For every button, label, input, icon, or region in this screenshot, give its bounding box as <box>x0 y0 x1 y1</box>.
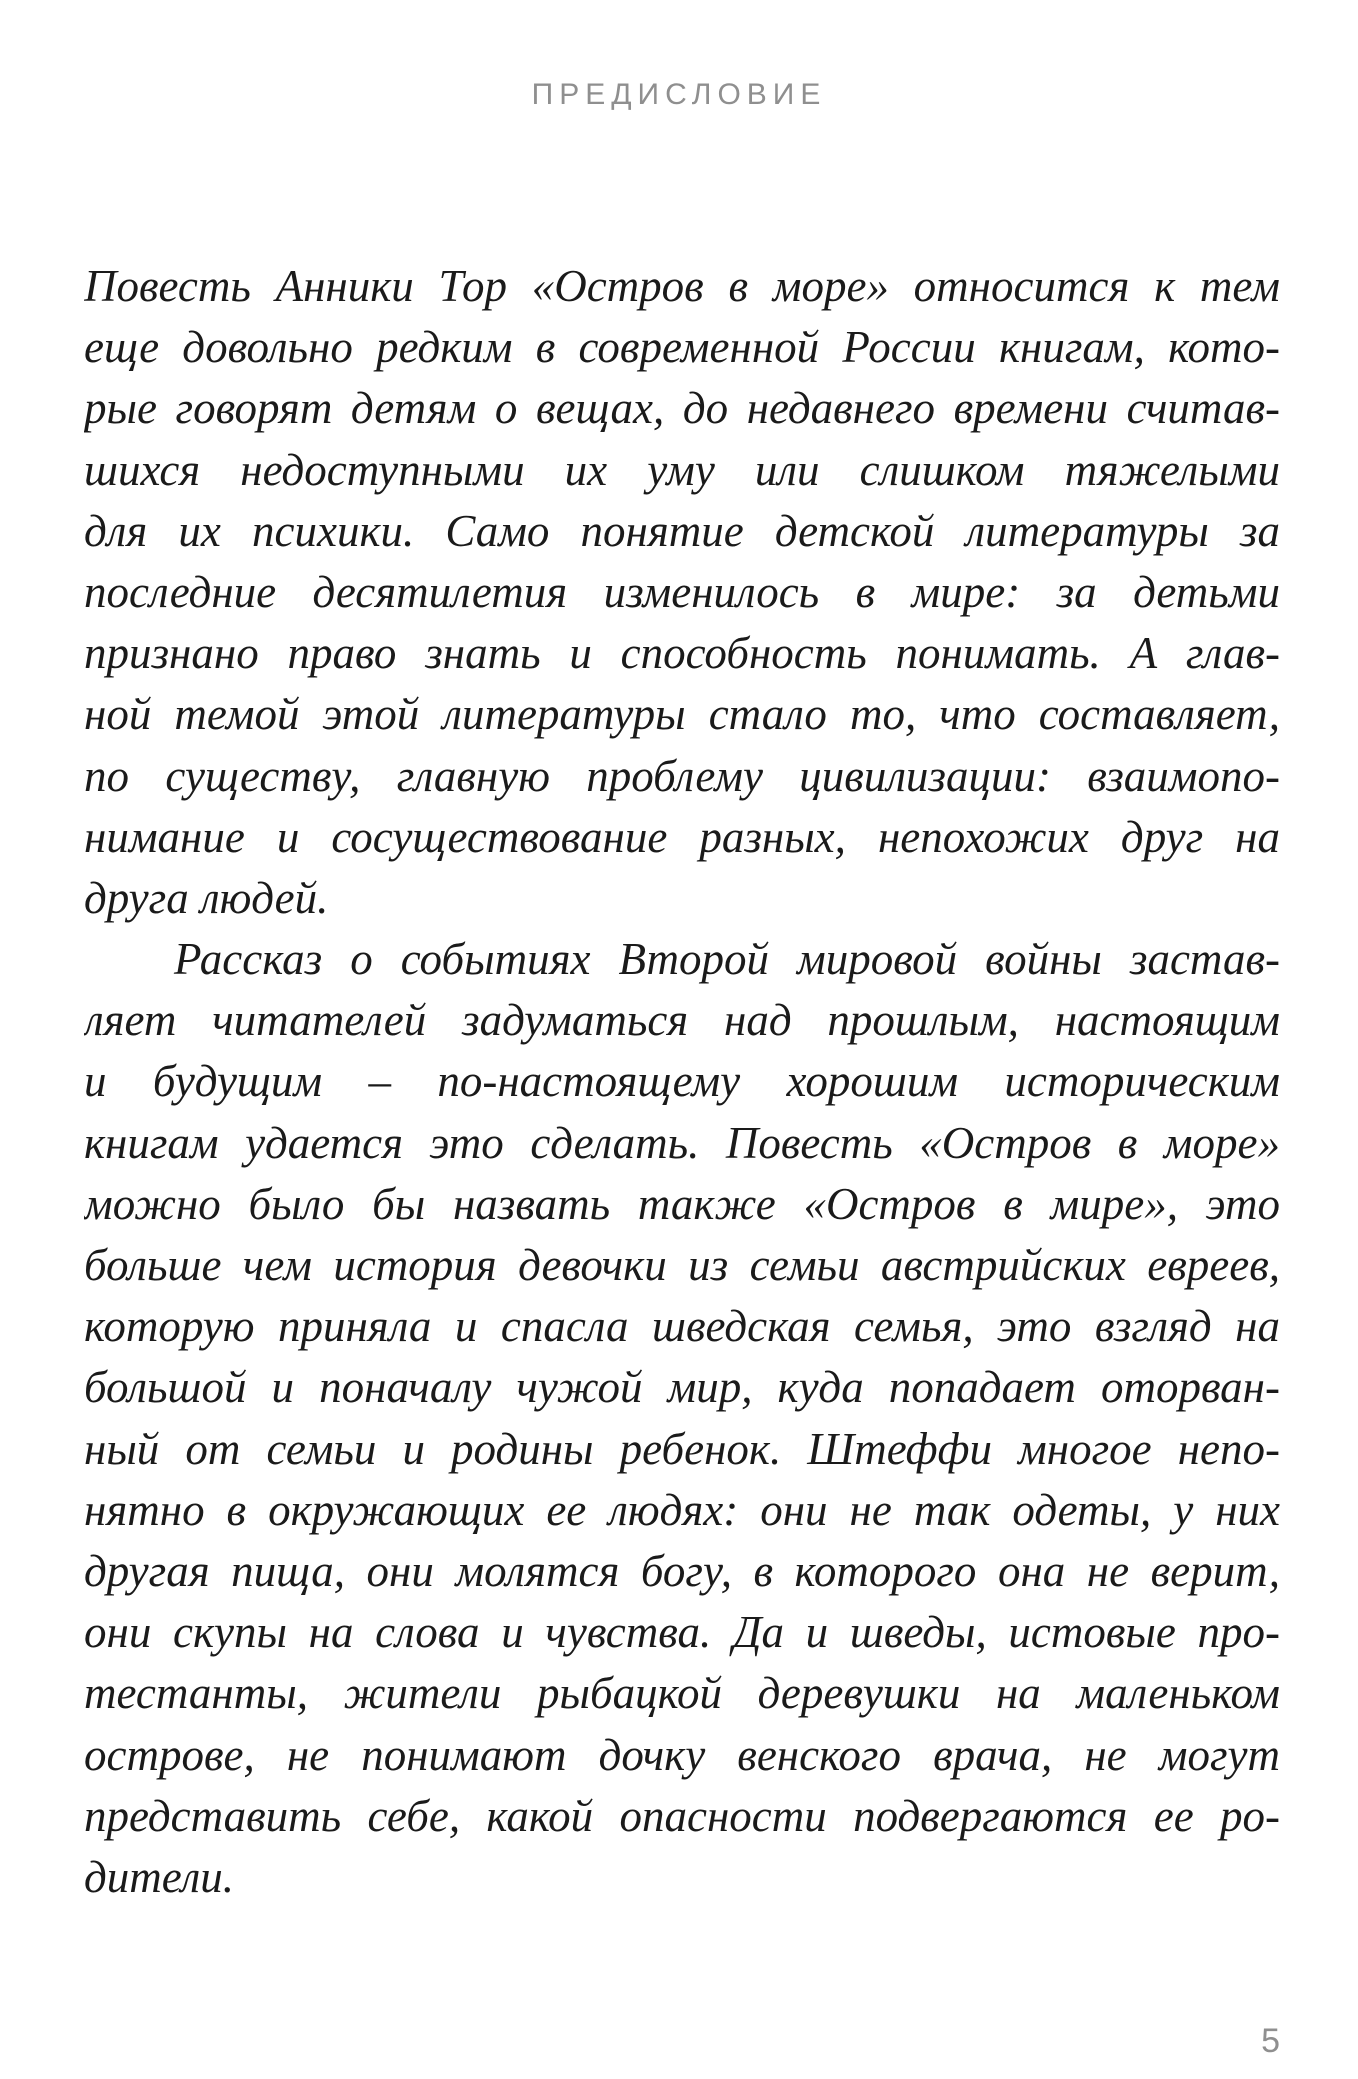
text-line: по существу, главную проблему цивилизации: взаимопо- <box>84 750 1280 801</box>
text-line: можно было бы назвать также «Остров в мире», это <box>84 1178 1280 1229</box>
text-line: рые говорят детям о вещах, до недавнего времени считав- <box>84 383 1280 434</box>
text-line: они скупы на слова и чувства. Да и шведы, истовые про- <box>84 1607 1280 1658</box>
text-line: острове, не понимают дочку венского врача, не могут <box>84 1729 1280 1780</box>
text-line: нятно в окружающих ее людях: они не так одеты, у них <box>84 1484 1280 1535</box>
text-line: дители. <box>84 1851 234 1902</box>
text-line: ный от семьи и родины ребенок. Штеффи многое непо- <box>84 1423 1280 1474</box>
running-head: ПРЕДИСЛОВИЕ <box>531 78 827 111</box>
text-line: друга людей. <box>84 872 329 923</box>
text-line: ляет читателей задуматься над прошлым, настоящим <box>84 995 1280 1046</box>
text-line: и будущим – по-настоящему хорошим историческим <box>84 1056 1280 1107</box>
text-line: больше чем история девочки из семьи австрийских евреев, <box>84 1240 1280 1290</box>
body-text <box>84 256 1280 1908</box>
text-line: которую приняла и спасла шведская семья, это взгляд на <box>84 1301 1280 1352</box>
text-line: шихся недоступными их уму или слишком тяжелыми <box>84 444 1280 495</box>
text-line: большой и поначалу чужой мир, куда попадает оторван- <box>84 1362 1280 1413</box>
page-number: 5 <box>1261 2022 1280 2060</box>
text-line: Повесть Анники Тор «Остров в море» относится к тем <box>84 261 1280 311</box>
text-line: нимание и сосуществование разных, непохожих друг на <box>84 811 1280 862</box>
text-line: признано право знать и способность понимать. А глав- <box>84 628 1280 679</box>
text-line: еще довольно редким в современной России книгам, кото- <box>84 322 1280 373</box>
text-line: последние десятилетия изменилось в мире: за детьми <box>84 566 1280 617</box>
text-line: книгам удается это сделать. Повесть «Остров в море» <box>84 1117 1280 1168</box>
text-line: другая пища, они молятся богу, в которого она не верит, <box>84 1545 1280 1596</box>
text-line: тестанты, жители рыбацкой деревушки на маленьком <box>84 1668 1280 1719</box>
text-line: представить себе, какой опасности подвергаются ее ро- <box>84 1790 1280 1841</box>
text-line: ной темой этой литературы стало то, что составляет, <box>84 689 1280 740</box>
text-line: Рассказ о событиях Второй мировой войны застав- <box>174 934 1280 985</box>
text-line: для их психики. Само понятие детской литературы за <box>84 505 1280 556</box>
